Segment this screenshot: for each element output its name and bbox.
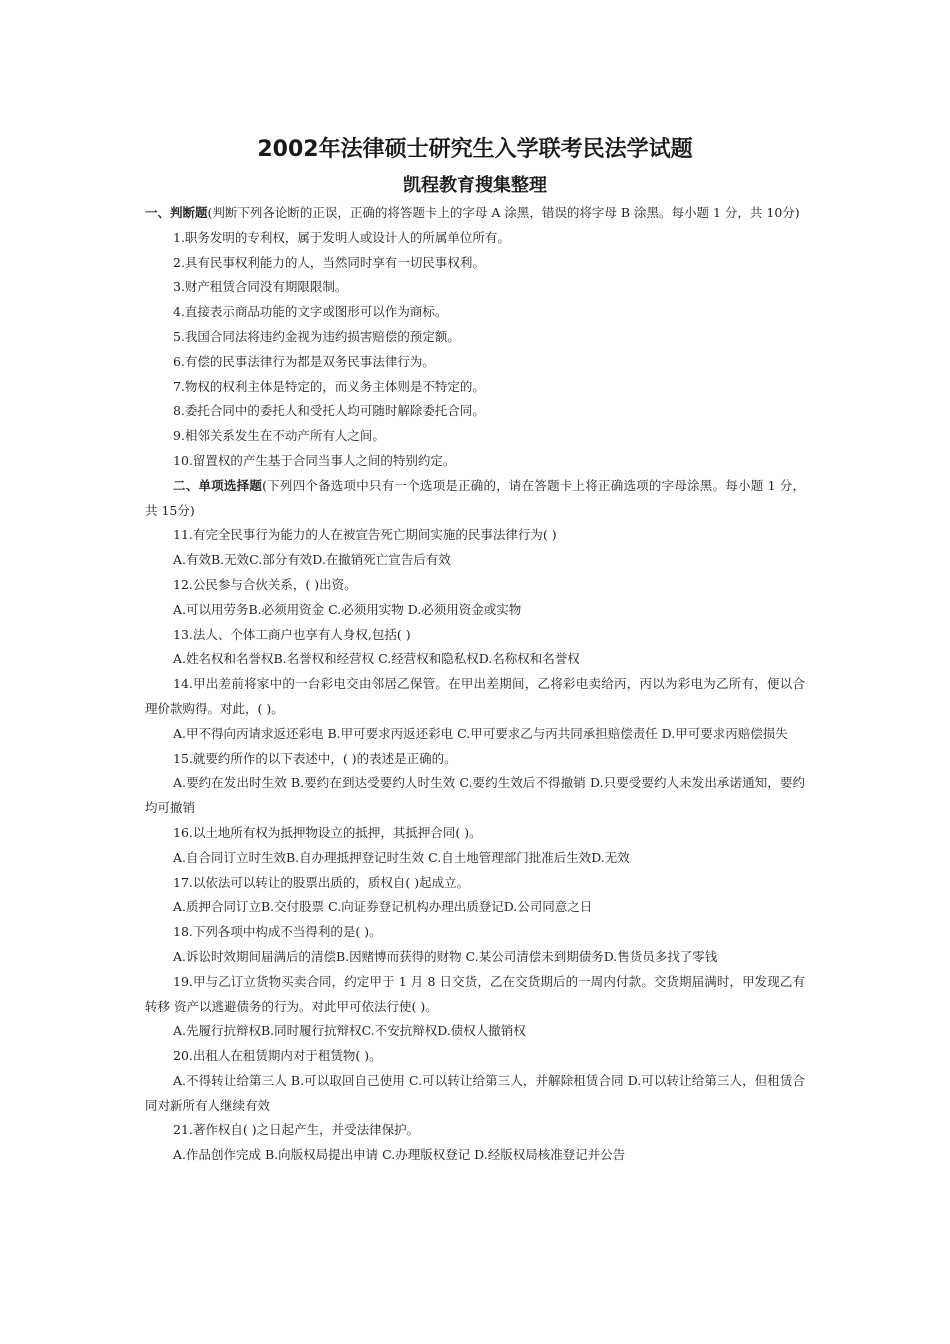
section-single-choice	[145, 474, 805, 1168]
section-judgment	[145, 201, 805, 474]
question-options: A.有效B.无效C.部分有效D.在撤销死亡宣告后有效	[173, 552, 451, 568]
question-options: A.要约在发出时生效 B.要约在到达受要约人时生效 C.要约生效后不得撤销 D.只要受要约人未发出承诺通知，要约均可撤销	[145, 775, 805, 816]
section-instruction: (判断下列各论断的正误，正确的将答题卡上的字母 A 涂黑，错误的将字母 B 涂黑。每小题 1 分，共 10分)	[207, 205, 800, 220]
question-options: A.甲不得向丙请求返还彩电 B.甲可要求丙返还彩电 C.甲可要求乙与丙共同承担赔偿责任 D.甲可要求丙赔偿损失	[173, 725, 788, 741]
judgment-item: 5.我国合同法将违约金视为违约损害赔偿的预定额。	[173, 328, 460, 344]
question-text: 13.法人、个体工商户也享有人身权,包括( )	[173, 626, 411, 642]
judgment-item: 7.物权的权利主体是特定的，而义务主体则是不特定的。	[173, 378, 485, 394]
section-heading: 二、单项选择题	[173, 477, 263, 493]
question-text: 16.以土地所有权为抵押物设立的抵押，其抵押合同( )。	[173, 824, 482, 840]
question-text: 17.以依法可以转让的股票出质的，质权自( )起成立。	[173, 874, 470, 890]
question-options: A.诉讼时效期间届满后的清偿B.因赌博而获得的财物 C.某公司清偿未到期债务D.售货员多找了零钱	[173, 948, 718, 964]
document-page	[145, 133, 805, 1168]
question-options: A.不得转让给第三人 B.可以取回自己使用 C.可以转让给第三人，并解除租赁合同 D.可以转让给第三人，但租赁合同对新所有人继续有效	[145, 1072, 805, 1113]
question-options: A.作品创作完成 B.向版权局提出申请 C.办理版权登记 D.经版权局核准登记并公告	[173, 1147, 626, 1163]
judgment-item: 2.具有民事权利能力的人，当然同时享有一切民事权利。	[173, 254, 485, 270]
judgment-item: 8.委托合同中的委托人和受托人均可随时解除委托合同。	[173, 403, 485, 419]
judgment-item: 4.直接表示商品功能的文字或图形可以作为商标。	[173, 304, 448, 320]
section-judgment-header	[145, 201, 805, 226]
question-text: 14.甲出差前将家中的一台彩电交由邻居乙保管。在甲出差期间，乙将彩电卖给丙，丙以为彩电为乙所有，便以合理价款购得。对此，( )。	[145, 676, 805, 716]
judgment-item: 6.有偿的民事法律行为都是双务民事法律行为。	[173, 353, 435, 369]
question-options: A.质押合同订立B.交付股票 C.向证券登记机构办理出质登记D.公司同意之日	[173, 899, 593, 915]
question-text: 20.出租人在租赁期内对于租赁物( )。	[173, 1048, 382, 1064]
question-options: A.先履行抗辩权B.同时履行抗辩权C.不安抗辩权D.债权人撤销权	[173, 1023, 526, 1039]
question-text: 15.就要约所作的以下表述中，( )的表述是正确的。	[173, 750, 457, 766]
judgment-item: 3.财产租赁合同没有期限限制。	[173, 279, 348, 295]
judgment-item: 10.留置权的产生基于合同当事人之间的特别约定。	[173, 452, 456, 468]
page-title: 2002年法律硕士研究生入学联考民法学试题	[257, 137, 693, 162]
question-text: 19.甲与乙订立货物买卖合同，约定甲于 1 月 8 日交货，乙在交货期后的一周内付款。交货期届满时，甲发现乙有转移 资产以逃避债务的行为。对此甲可依法行使( )。	[145, 973, 805, 1014]
question-text: 21.著作权自( )之日起产生，并受法律保护。	[173, 1122, 420, 1138]
question-options: A.可以用劳务B.必须用资金 C.必须用实物 D.必须用资金或实物	[173, 601, 522, 617]
question-text: 18.下列各项中构成不当得利的是( )。	[173, 924, 382, 940]
section-heading: 一、判断题	[145, 205, 208, 220]
page-subtitle: 凯程教育搜集整理	[403, 175, 547, 196]
judgment-item: 9.相邻关系发生在不动产所有人之间。	[173, 428, 385, 444]
question-text: 12.公民参与合伙关系，( )出资。	[173, 576, 357, 592]
question-options: A.姓名权和名誉权B.名誉权和经营权 C.经营权和隐私权D.名称权和名誉权	[173, 651, 580, 667]
section-instruction: (下列四个备选项中只有一个选项是正确的，请在答题卡上将正确选项的字母涂黑。每小题 1 分，共 15分)	[145, 477, 805, 518]
judgment-item: 1.职务发明的专利权，属于发明人或设计人的所属单位所有。	[173, 229, 510, 245]
section-single-choice-header	[145, 474, 805, 524]
question-options: A.自合同订立时生效B.自办理抵押登记时生效 C.自土地管理部门批准后生效D.无效	[173, 849, 630, 865]
question-text: 11.有完全民事行为能力的人在被宣告死亡期间实施的民事法律行为( )	[173, 527, 557, 543]
